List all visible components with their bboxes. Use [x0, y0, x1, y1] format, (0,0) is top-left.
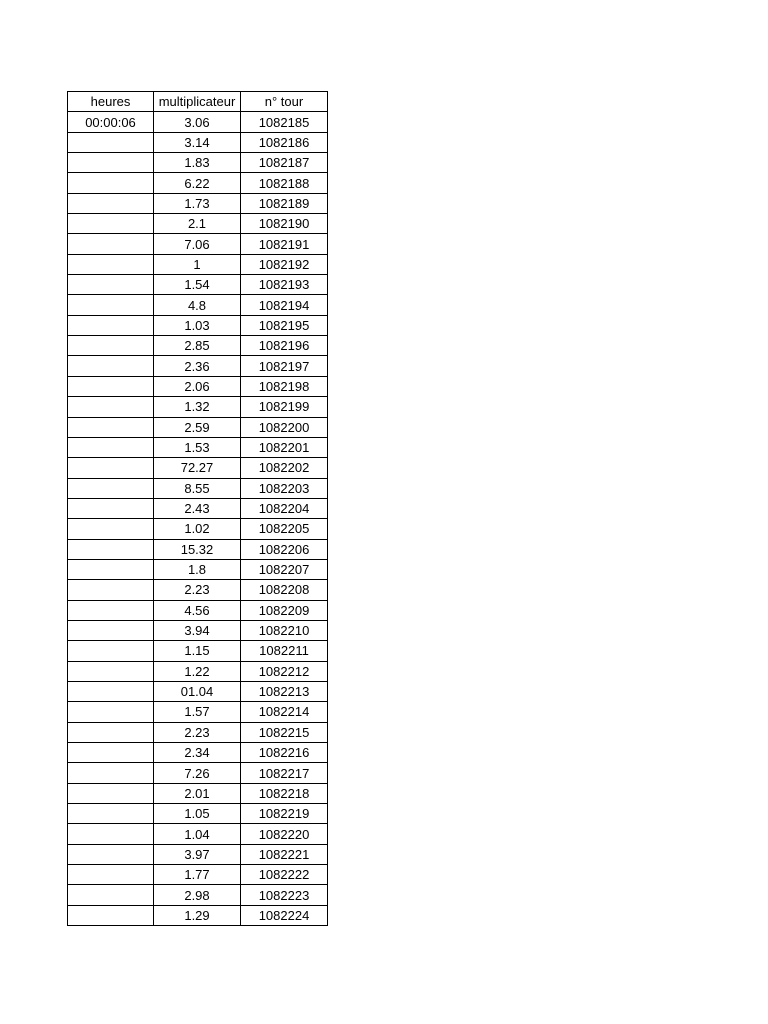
cell-tour: 1082203 — [241, 478, 328, 498]
cell-heures — [68, 620, 154, 640]
cell-heures — [68, 681, 154, 701]
cell-tour: 1082195 — [241, 315, 328, 335]
table-row — [68, 498, 328, 518]
table-row — [68, 234, 328, 254]
cell-multiplicateur: 01.04 — [154, 681, 241, 701]
cell-multiplicateur: 4.8 — [154, 295, 241, 315]
table-row — [68, 661, 328, 681]
cell-heures — [68, 743, 154, 763]
table-row — [68, 865, 328, 885]
cell-multiplicateur: 1.32 — [154, 397, 241, 417]
cell-multiplicateur: 1.83 — [154, 153, 241, 173]
cell-heures — [68, 824, 154, 844]
cell-tour: 1082200 — [241, 417, 328, 437]
cell-tour: 1082219 — [241, 804, 328, 824]
cell-tour: 1082194 — [241, 295, 328, 315]
cell-heures — [68, 905, 154, 925]
cell-multiplicateur: 2.36 — [154, 356, 241, 376]
table-row — [68, 804, 328, 824]
cell-multiplicateur: 3.06 — [154, 112, 241, 132]
cell-heures — [68, 193, 154, 213]
cell-tour: 1082208 — [241, 580, 328, 600]
cell-heures — [68, 783, 154, 803]
cell-tour: 1082202 — [241, 458, 328, 478]
table-row — [68, 580, 328, 600]
cell-multiplicateur: 3.14 — [154, 132, 241, 152]
cell-multiplicateur: 6.22 — [154, 173, 241, 193]
cell-tour: 1082216 — [241, 743, 328, 763]
cell-multiplicateur: 1.15 — [154, 641, 241, 661]
cell-heures — [68, 275, 154, 295]
table-row — [68, 559, 328, 579]
cell-tour: 1082185 — [241, 112, 328, 132]
cell-tour: 1082212 — [241, 661, 328, 681]
cell-tour: 1082207 — [241, 559, 328, 579]
cell-multiplicateur: 2.23 — [154, 580, 241, 600]
header-multiplicateur: multiplicateur — [154, 92, 241, 112]
cell-heures — [68, 702, 154, 722]
cell-tour: 1082201 — [241, 437, 328, 457]
cell-multiplicateur: 1.77 — [154, 865, 241, 885]
cell-tour: 1082210 — [241, 620, 328, 640]
cell-heures — [68, 641, 154, 661]
header-heures: heures — [68, 92, 154, 112]
cell-tour: 1082211 — [241, 641, 328, 661]
table-row — [68, 824, 328, 844]
table-row — [68, 722, 328, 742]
cell-multiplicateur: 3.97 — [154, 844, 241, 864]
cell-multiplicateur: 1.29 — [154, 905, 241, 925]
cell-tour: 1082193 — [241, 275, 328, 295]
cell-heures: 00:00:06 — [68, 112, 154, 132]
table-row — [68, 214, 328, 234]
cell-multiplicateur: 2.85 — [154, 336, 241, 356]
cell-heures — [68, 519, 154, 539]
cell-multiplicateur: 1.57 — [154, 702, 241, 722]
cell-multiplicateur: 2.34 — [154, 743, 241, 763]
cell-multiplicateur: 72.27 — [154, 458, 241, 478]
cell-multiplicateur: 1.05 — [154, 804, 241, 824]
cell-tour: 1082224 — [241, 905, 328, 925]
cell-heures — [68, 173, 154, 193]
cell-tour: 1082204 — [241, 498, 328, 518]
table-row — [68, 112, 328, 132]
table-row — [68, 783, 328, 803]
cell-heures — [68, 580, 154, 600]
cell-multiplicateur: 2.01 — [154, 783, 241, 803]
table-row — [68, 641, 328, 661]
cell-heures — [68, 336, 154, 356]
cell-heures — [68, 885, 154, 905]
table-row — [68, 376, 328, 396]
table-row — [68, 132, 328, 152]
cell-heures — [68, 458, 154, 478]
table-row — [68, 458, 328, 478]
cell-multiplicateur: 7.26 — [154, 763, 241, 783]
cell-heures — [68, 254, 154, 274]
cell-tour: 1082188 — [241, 173, 328, 193]
cell-multiplicateur: 2.06 — [154, 376, 241, 396]
cell-multiplicateur: 1.02 — [154, 519, 241, 539]
cell-tour: 1082199 — [241, 397, 328, 417]
cell-multiplicateur: 2.98 — [154, 885, 241, 905]
cell-tour: 1082186 — [241, 132, 328, 152]
table-row — [68, 153, 328, 173]
header-tour: n° tour — [241, 92, 328, 112]
cell-heures — [68, 804, 154, 824]
cell-multiplicateur: 1.53 — [154, 437, 241, 457]
table-row — [68, 620, 328, 640]
cell-tour: 1082197 — [241, 356, 328, 376]
cell-heures — [68, 498, 154, 518]
table-row — [68, 681, 328, 701]
cell-multiplicateur: 1.73 — [154, 193, 241, 213]
cell-heures — [68, 295, 154, 315]
table-row — [68, 702, 328, 722]
cell-heures — [68, 844, 154, 864]
table-row — [68, 295, 328, 315]
cell-multiplicateur: 1.8 — [154, 559, 241, 579]
cell-heures — [68, 478, 154, 498]
table-row — [68, 336, 328, 356]
cell-heures — [68, 539, 154, 559]
cell-multiplicateur: 1.54 — [154, 275, 241, 295]
cell-tour: 1082222 — [241, 865, 328, 885]
table-body — [68, 112, 328, 926]
table-row — [68, 193, 328, 213]
data-table — [67, 91, 328, 926]
table-row — [68, 417, 328, 437]
cell-tour: 1082190 — [241, 214, 328, 234]
cell-multiplicateur: 2.1 — [154, 214, 241, 234]
cell-tour: 1082213 — [241, 681, 328, 701]
cell-heures — [68, 153, 154, 173]
cell-heures — [68, 437, 154, 457]
cell-heures — [68, 397, 154, 417]
table-row — [68, 885, 328, 905]
cell-multiplicateur: 1.04 — [154, 824, 241, 844]
cell-tour: 1082217 — [241, 763, 328, 783]
cell-multiplicateur: 8.55 — [154, 478, 241, 498]
cell-tour: 1082198 — [241, 376, 328, 396]
cell-heures — [68, 132, 154, 152]
cell-tour: 1082209 — [241, 600, 328, 620]
cell-multiplicateur: 4.56 — [154, 600, 241, 620]
table-row — [68, 397, 328, 417]
cell-tour: 1082218 — [241, 783, 328, 803]
table-row — [68, 315, 328, 335]
cell-heures — [68, 417, 154, 437]
cell-multiplicateur: 1.03 — [154, 315, 241, 335]
cell-heures — [68, 234, 154, 254]
cell-multiplicateur: 1.22 — [154, 661, 241, 681]
cell-heures — [68, 600, 154, 620]
cell-tour: 1082206 — [241, 539, 328, 559]
cell-tour: 1082220 — [241, 824, 328, 844]
cell-tour: 1082187 — [241, 153, 328, 173]
header-row — [68, 92, 328, 112]
table-row — [68, 437, 328, 457]
table-row — [68, 478, 328, 498]
cell-tour: 1082189 — [241, 193, 328, 213]
cell-multiplicateur: 2.23 — [154, 722, 241, 742]
cell-tour: 1082221 — [241, 844, 328, 864]
cell-tour: 1082214 — [241, 702, 328, 722]
cell-heures — [68, 865, 154, 885]
cell-tour: 1082191 — [241, 234, 328, 254]
cell-tour: 1082192 — [241, 254, 328, 274]
table-row — [68, 356, 328, 376]
cell-tour: 1082196 — [241, 336, 328, 356]
table-row — [68, 905, 328, 925]
cell-heures — [68, 356, 154, 376]
cell-heures — [68, 763, 154, 783]
table-row — [68, 275, 328, 295]
cell-heures — [68, 661, 154, 681]
table-row — [68, 254, 328, 274]
table-row — [68, 743, 328, 763]
table-row — [68, 519, 328, 539]
cell-multiplicateur: 2.43 — [154, 498, 241, 518]
cell-multiplicateur: 7.06 — [154, 234, 241, 254]
cell-heures — [68, 722, 154, 742]
cell-tour: 1082215 — [241, 722, 328, 742]
cell-heures — [68, 214, 154, 234]
table-row — [68, 844, 328, 864]
cell-multiplicateur: 3.94 — [154, 620, 241, 640]
cell-heures — [68, 376, 154, 396]
cell-heures — [68, 559, 154, 579]
cell-multiplicateur: 1 — [154, 254, 241, 274]
cell-multiplicateur: 2.59 — [154, 417, 241, 437]
table-row — [68, 173, 328, 193]
table-row — [68, 600, 328, 620]
table-row — [68, 539, 328, 559]
table-row — [68, 763, 328, 783]
cell-multiplicateur: 15.32 — [154, 539, 241, 559]
cell-tour: 1082205 — [241, 519, 328, 539]
cell-heures — [68, 315, 154, 335]
cell-tour: 1082223 — [241, 885, 328, 905]
